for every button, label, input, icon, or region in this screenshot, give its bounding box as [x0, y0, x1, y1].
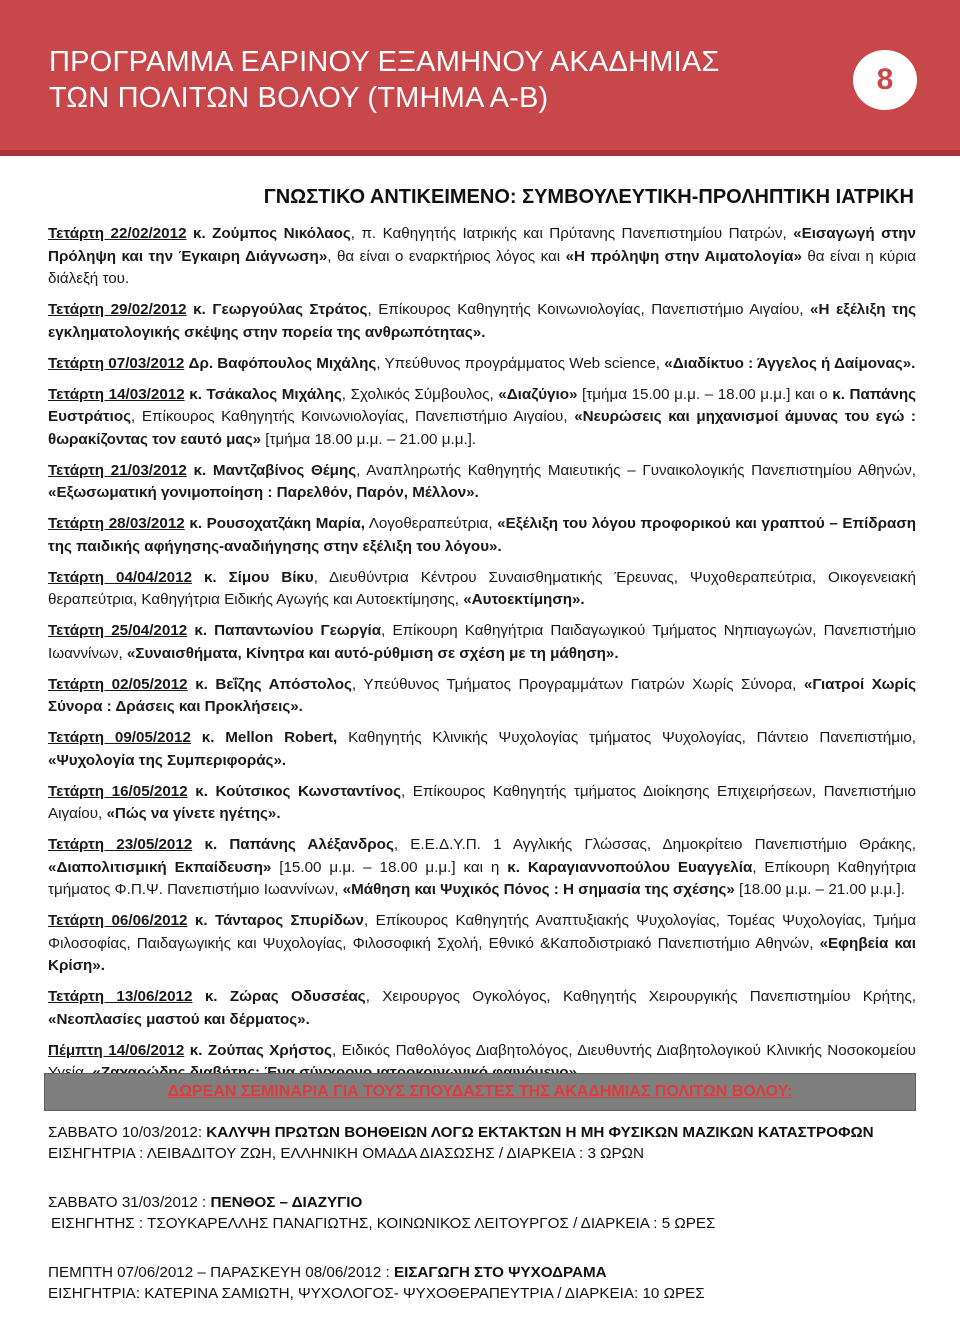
schedule-entry [48, 727, 916, 772]
schedule-entry [48, 513, 916, 558]
schedule-entry [48, 834, 916, 902]
entry-title: «Διαδίκτυο : Άγγελος ή Δαίμονας». [664, 354, 916, 372]
subject-heading: ΓΝΩΣΤΙΚΟ ΑΝΤΙΚΕΙΜΕΝΟ: ΣΥΜΒΟΥΛΕΥΤΙΚΗ-ΠΡΟΛΗΠΤΙΚΗ ΙΑΤΡΙΚΗ [263, 186, 914, 208]
schedule-entry [48, 299, 916, 344]
entry-title-2: «Η πρόληψη στην Αιματολογία» [565, 247, 802, 265]
seminar-date: ΣΑΒΒΑΤΟ 10/03/2012 [48, 1124, 198, 1141]
entry-speaker: κ. Mellon Robert, [201, 729, 338, 746]
page-header [0, 0, 960, 156]
entry-date: Τετάρτη 28/03/2012 [48, 515, 185, 532]
schedule-entry [48, 986, 916, 1031]
seminar-item [48, 1262, 916, 1304]
entry-title: «Γιατροί Χωρίς Σύνορα : Δράσεις και Προκλήσεις». [48, 675, 916, 715]
seminar-date: ΣΑΒΒΑΤΟ 31/03/2012 [48, 1194, 198, 1211]
entry-affiliation: , Χειρουργος Ογκολόγος, Καθηγητής Χειρουργικής Πανεπιστημίου Κρήτης, [365, 988, 916, 1005]
entry-speaker: κ. Τάνταρος Σπυρίδων [194, 912, 364, 929]
entry-date: Τετάρτη 06/06/2012 [48, 912, 188, 929]
entry-affiliation-2: , Επίκουρος Καθηγητής Κοινωνιολογίας, Πανεπιστήμιο Αιγαίου, [131, 408, 575, 425]
entry-title: «Αυτοεκτίμηση». [463, 591, 585, 608]
entry-speaker-2: κ. Καραγιαννοπούλου Ευαγγελία [507, 858, 753, 876]
entry-title: «Ψυχολογία της Συμπεριφοράς». [48, 751, 287, 769]
entry-title: «Εισαγωγή στην Πρόληψη και την Έγκαιρη Διάγνωση» [48, 225, 916, 265]
entry-tail-2: θα είναι η κύρια διάλεξή του. [48, 247, 916, 287]
entry-speaker: κ. Βεΐζης Απόστολος [195, 675, 352, 693]
entry-title: «Εξωσωματική γονιμοποίηση : Παρελθόν, Παρόν, Μέλλον». [48, 484, 479, 501]
entry-tail: , θα είναι ο εναρκτήριος λόγος και [327, 247, 566, 265]
entry-date: Τετάρτη 23/05/2012 [48, 836, 193, 853]
seminar-banner: ΔΩΡΕΑΝ ΣΕΜΙΝΑΡΙΑ ΓΙΑ ΤΟΥΣ ΣΠΟΥΔΑΣΤΕΣ ΤΗΣ ΑΚΑΔΗΜΙΑΣ ΠΟΛΙΤΩΝ ΒΟΛΟΥ: [44, 1073, 916, 1111]
entry-title: «Εξέλιξη του λόγου προφορικού και γραπτού – Επίδραση της παιδικής αφήγησης-αναδιήγησης στην εξέλιξη του λόγου». [48, 515, 916, 555]
entry-affiliation: , Επίκουρος Καθηγητής Κοινωνιολογίας, Πανεπιστήμιο Αιγαίου, [367, 301, 811, 318]
entry-speaker: κ. Ρουσοχατζάκη Μαρία, [189, 515, 365, 532]
entry-speaker: κ. Ζούπας Χρήστος [189, 1041, 332, 1059]
entry-speaker: κ. Γεωργούλας Στράτος [193, 301, 368, 318]
seminar-heading [48, 1192, 916, 1213]
entry-title: «Συναισθήματα, Κίνητρα και αυτό-ρύθμιση σε σχέση με τη μάθηση». [126, 644, 619, 662]
entry-title: «Νεοπλασίες μαστού και δέρματος». [48, 1010, 310, 1028]
entry-affiliation: , Υπεύθυνος Τμήματος Προγραμμάτων Γιατρών Χωρίς Σύνορα, [351, 675, 804, 693]
entry-affiliation: , π. Καθηγητής Ιατρικής και Πρύτανης Πανεπιστημίου Πατρών, [350, 225, 794, 242]
seminar-details: ΕΙΣΗΓΗΤΡΙΑ: ΚΑΤΕΡΙΝΑ ΣΑΜΙΩΤΗ, ΨΥΧΟΛΟΓΟΣ- ΨΥΧΟΘΕΡΑΠΕΥΤΡΙΑ / ΔΙΑΡΚΕΙΑ: 10 ΩΡΕΣ [48, 1285, 705, 1302]
entry-affiliation: , Ε.Ε.Δ.Υ.Π. 1 Αγγλικής Γλώσσας, Δημοκρίτειο Πανεπιστήμιο Θράκης, [393, 836, 916, 853]
entry-date: Τετάρτη 29/02/2012 [48, 301, 187, 318]
entry-affiliation: , Ειδικός Παθολόγος Διαβητολόγος, Διευθυντής Διαβητολογικού Κλινικής Νοσοκομείου [331, 1041, 916, 1059]
seminar-separator: : [197, 1194, 211, 1211]
entry-date: Τετάρτη 21/03/2012 [48, 461, 187, 479]
entry-affiliation: , Επίκουρη Καθηγήτρια Παιδαγωγικού Τμήματος Νηπιαγωγών, Πανεπιστήμιο Ιωαννίνων, [48, 622, 916, 662]
entry-title: «Πώς να γίνετε ηγέτης». [106, 805, 281, 822]
title-line-1: ΠΡΟΓΡΑΜΜΑ ΕΑΡΙΝΟΥ ΕΞΑΜΗΝΟΥ ΑΚΑΔΗΜΙΑΣ [49, 46, 720, 78]
entry-date: Τετάρτη 16/05/2012 [48, 782, 188, 800]
seminar-list [48, 1122, 916, 1332]
entry-affiliation: , Σχολικός Σύμβουλος, [341, 385, 499, 403]
entry-affiliation: , Υπεύθυνος προγράμματος Web science, [376, 354, 665, 372]
seminar-title: ΕΙΣΑΓΩΓΗ ΣΤΟ ΨΥΧΟΔΡΑΜΑ [393, 1264, 607, 1281]
entry-speaker: κ. Παπαντωνίου Γεωργία [194, 622, 382, 639]
entry-date: Τετάρτη 14/03/2012 [48, 385, 185, 403]
lecture-schedule [48, 223, 916, 1093]
entry-speaker: κ. Κούτσικος Κωνσταντίνος [195, 782, 401, 800]
entry-date: Τετάρτη 07/03/2012 [48, 354, 185, 372]
entry-affiliation: Λογοθεραπεύτρια, [364, 515, 498, 532]
entry-tail: [τμήμα 15.00 μ.μ. – 18.00 μ.μ.] και ο [577, 385, 833, 403]
entry-date: Πέμπτη 14/06/2012 [48, 1041, 185, 1059]
entry-speaker: Δρ. Βαφόπουλος Μιχάλης [188, 354, 377, 372]
seminar-item [48, 1122, 916, 1164]
entry-title: «Διαπολιτισμική Εκπαίδευση» [48, 858, 272, 876]
schedule-entry [48, 223, 916, 291]
seminar-date: ΠΕΜΠΤΗ 07/06/2012 – ΠΑΡΑΣΚΕΥΗ 08/06/2012 [48, 1264, 382, 1281]
seminar-separator: : [197, 1124, 207, 1141]
schedule-entry [48, 460, 916, 505]
page-number-badge: 8 [853, 50, 917, 110]
page-title [49, 44, 809, 116]
entry-affiliation: , Επίκουρος Καθηγητής Αναπτυξιακής Ψυχολογίας, Τομέας Ψυχολογίας, Τμήμα Φιλοσοφίας, Παιδαγωγικής και Ψυχολογίας, Φιλοσοφική Σχολή, Εθνικό &Καποδιστριακό Πανεπιστήμιο Αθηνών, [48, 912, 917, 952]
entry-speaker: κ. Ζούμπος Νικόλαος [192, 225, 351, 242]
seminar-details: ΕΙΣΗΓΗΤΡΙΑ : ΛΕΙΒΑΔΙΤΟΥ ΖΩΗ, ΕΛΛΗΝΙΚΗ ΟΜΑΔΑ ΔΙΑΣΩΣΗΣ / ΔΙΑΡΚΕΙΑ : 3 ΩΡΩΝ [48, 1145, 644, 1162]
seminar-separator: : [381, 1264, 394, 1281]
schedule-entry [48, 353, 916, 376]
entry-speaker: κ. Ζώρας Οδυσσέας [204, 988, 366, 1005]
entry-date: Τετάρτη 09/05/2012 [48, 729, 191, 746]
entry-title-2: «Νευρώσεις και μηχανισμοί άμυνας του εγώ : θωρακίζοντας τον εαυτό μας» [48, 408, 916, 448]
schedule-entry [48, 910, 916, 978]
entry-date: Τετάρτη 02/05/2012 [48, 675, 188, 693]
entry-title: «Εφηβεία και Κρίση». [48, 934, 916, 974]
entry-affiliation: , Διευθύντρια Κέντρου Συναισθηματικής Έρευνας, Ψυχοθεραπεύτρια, Οικογενειακή θεραπεύτρια, Καθηγήτρια Ειδικής Αγωγής και Αυτοεκτίμησης, [48, 568, 916, 608]
seminar-title: ΠΕΝΘΟΣ – ΔΙΑΖΥΓΙΟ [210, 1194, 363, 1211]
entry-date: Τετάρτη 25/04/2012 [48, 622, 188, 639]
seminar-title: ΚΑΛΥΨΗ ΠΡΩΤΩΝ ΒΟΗΘΕΙΩΝ ΛΟΓΩ ΕΚΤΑΚΤΩΝ Η ΜΗ ΦΥΣΙΚΩΝ ΜΑΖΙΚΩΝ ΚΑΤΑΣΤΡΟΦΩΝ [206, 1124, 874, 1141]
seminar-item [48, 1192, 916, 1234]
schedule-entry [48, 620, 916, 665]
entry-affiliation: Καθηγητής Κλινικής Ψυχολογίας τμήματος Ψυχολογίας, Πάντειο Πανεπιστήμιο, [337, 729, 916, 746]
entry-affiliation: , Αναπληρωτής Καθηγητής Μαιευτικής – Γυναικολογικής Πανεπιστημίου Αθηνών, [356, 461, 916, 479]
entry-speaker: κ. Σίμου Βίκυ [203, 568, 314, 586]
entry-title: «Διαζύγιο» [498, 385, 578, 403]
entry-speaker-2: κ. Παπάνης Ευστράτιος [48, 385, 916, 425]
schedule-entry [48, 674, 916, 719]
entry-affiliation: , Επίκουρος Καθηγητής τμήματος Διοίκησης Επιχειρήσεων, Πανεπιστήμιο Αιγαίου, [48, 782, 916, 822]
entry-tail-2: [τμήμα 18.00 μ.μ. – 21.00 μ.μ.]. [261, 430, 477, 448]
entry-speaker: κ. Τσάκαλος Μιχάλης [189, 385, 342, 403]
entry-title-2: «Μάθηση και Ψυχικός Πόνος : Η σημασία της σχέσης» [342, 881, 735, 898]
title-line-2: ΤΩΝ ΠΟΛΙΤΩΝ ΒΟΛΟΥ (ΤΜΗΜΑ Α-Β) [49, 82, 549, 114]
schedule-entry [48, 567, 916, 612]
seminar-heading [48, 1122, 916, 1143]
entry-affiliation-2: , Επίκουρη Καθηγήτρια τμήματος Φ.Π.Ψ. Πανεπιστήμιο Ιωαννίνων, [48, 858, 916, 898]
entry-date: Τετάρτη 04/04/2012 [48, 568, 193, 586]
entry-title: «Η εξέλιξη της εγκληματολογικής σκέψης στην πορεία της ανθρωπότητας». [48, 301, 916, 341]
seminar-heading [48, 1262, 916, 1283]
entry-tail: [15.00 μ.μ. – 18.00 μ.μ.] και η [271, 858, 508, 876]
seminar-details: ΕΙΣΗΓΗΤΗΣ : ΤΣΟΥΚΑΡΕΛΛΗΣ ΠΑΝΑΓΙΩΤΗΣ, ΚΟΙΝΩΝΙΚΟΣ ΛΕΙΤΟΥΡΓΟΣ / ΔΙΑΡΚΕΙΑ : 5 ΩΡΕΣ [51, 1215, 716, 1232]
entry-date: Τετάρτη 13/06/2012 [48, 988, 193, 1005]
schedule-entry [48, 781, 916, 826]
entry-speaker: κ. Μαντζαβίνος Θέμης [193, 461, 357, 479]
entry-speaker: κ. Παπάνης Αλέξανδρος [204, 836, 394, 853]
entry-tail-2: [18.00 μ.μ. – 21.00 μ.μ.]. [734, 881, 905, 898]
schedule-entry [48, 384, 916, 452]
entry-date: Τετάρτη 22/02/2012 [48, 225, 187, 242]
